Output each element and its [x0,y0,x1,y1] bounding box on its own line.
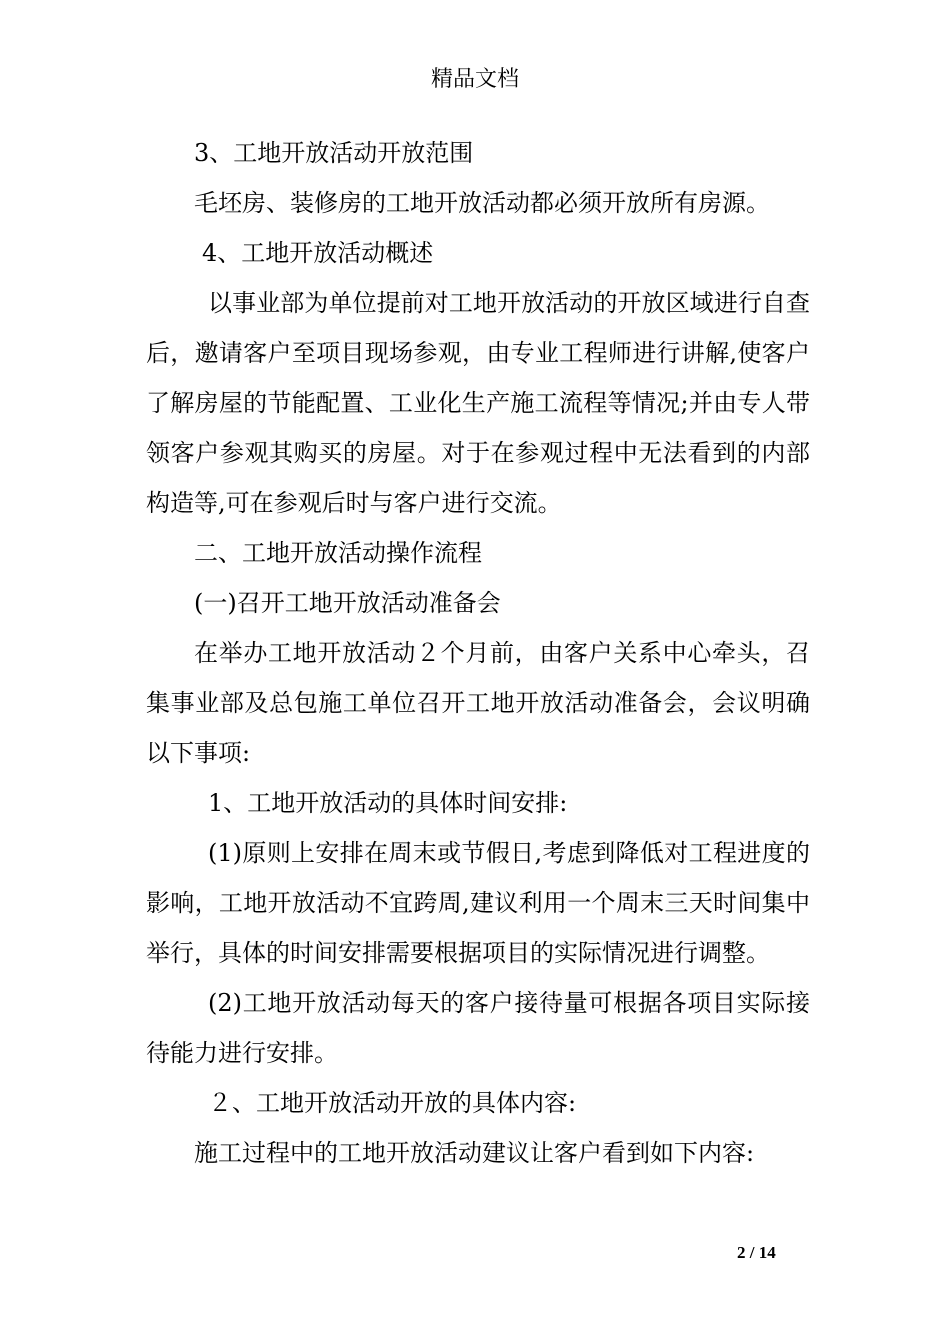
paragraph-overview: 以事业部为单位提前对工地开放活动的开放区域进行自查后，邀请客户至项目现场参观，由专业工程师进行讲解,使客户了解房屋的节能配置、工业化生产施工流程等情况;并由专人带领客户参观其购买的房屋。对于在参观过程中无法看到的内部构造等,可在参观后时与客户进行交流。 [146,289,810,517]
page-number: 2 / 14 [737,1243,776,1262]
list-heading-open-content: ２、工地开放活动开放的具体内容: [208,1089,577,1117]
document-body [146,128,810,1178]
paragraph-prep-meeting: 在举办工地开放活动２个月前，由客户关系中心牵头，召集事业部及总包施工单位召开工地开放活动准备会，会议明确以下事项: [146,639,810,767]
section-heading-open-scope: 3、工地开放活动开放范围 [194,139,474,167]
list-heading-time-arrangement: 1、工地开放活动的具体时间安排: [208,789,568,817]
section-heading-overview: 4、工地开放活动概述 [202,239,434,267]
paragraph-open-scope: 毛坯房、装修房的工地开放活动都必须开放所有房源。 [194,189,770,217]
list-item-time-1: (1)原则上安排在周末或节假日,考虑到降低对工程进度的影响，工地开放活动不宜跨周,建议利用一个周末三天时间集中举行，具体的时间安排需要根据项目的实际情况进行调整。 [146,839,810,967]
subsection-heading-prep-meeting: (一)召开工地开放活动准备会 [194,589,501,617]
list-item-time-2: (2)工地开放活动每天的客户接待量可根据各项目实际接待能力进行安排。 [146,989,810,1067]
section-heading-process: 二、工地开放活动操作流程 [194,539,482,567]
paragraph-open-content: 施工过程中的工地开放活动建议让客户看到如下内容: [194,1139,755,1167]
page-header-title: 精品文档 [430,67,519,92]
